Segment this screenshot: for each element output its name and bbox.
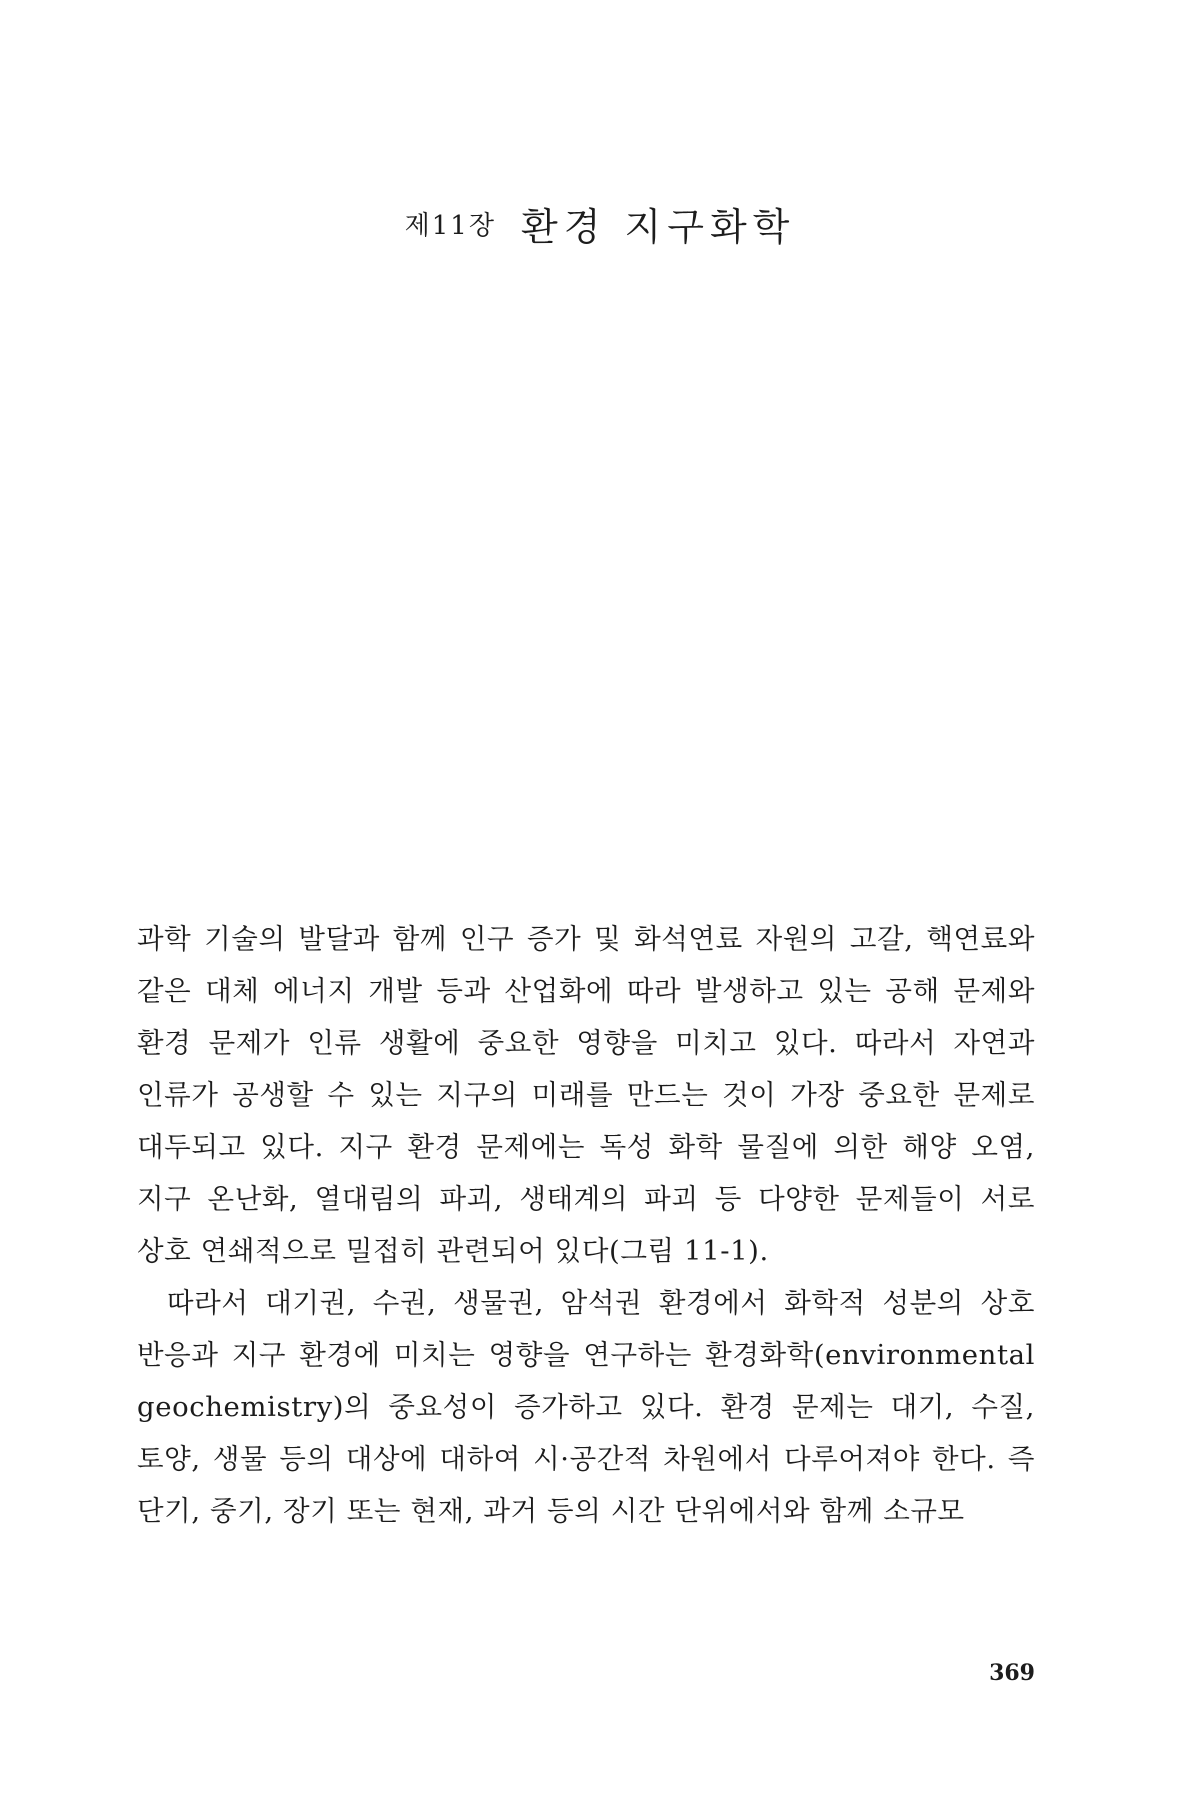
page-number: 369 [989, 1660, 1035, 1686]
body-text [137, 913, 1035, 1537]
chapter-heading [0, 196, 1200, 251]
chapter-label: 제11장 [404, 211, 496, 241]
paragraph-environmental-geochemistry: 따라서 대기권, 수권, 생물권, 암석권 환경에서 화학적 성분의 상호 반응과 지구 환경에 미치는 영향을 연구하는 환경화학(environmental geochemistry)의 중요성이 증가하고 있다. 환경 문제는 대기, 수질, 토양, 생물 등의 대상에 대하여 시·공간적 차원에서 다루어져야 한다. 즉 단기, 중기, 장기 또는 현재, 과거 등의 시간 단위에서와 함께 소규모 [137, 1287, 1035, 1527]
chapter-title: 환경 지구화학 [521, 205, 796, 249]
paragraph-intro: 과학 기술의 발달과 함께 인구 증가 및 화석연료 자원의 고갈, 핵연료와 같은 대체 에너지 개발 등과 산업화에 따라 발생하고 있는 공해 문제와 환경 문제가 인류 생활에 중요한 영향을 미치고 있다. 따라서 자연과 인류가 공생할 수 있는 지구의 미래를 만드는 것이 가장 중요한 문제로 대두되고 있다. 지구 환경 문제에는 독성 화학 물질에 의한 해양 오염, 지구 온난화, 열대림의 파괴, 생태계의 파괴 등 다양한 문제들이 서로 상호 연쇄적으로 밀접히 관련되어 있다(그림 11-1). [137, 923, 1035, 1267]
